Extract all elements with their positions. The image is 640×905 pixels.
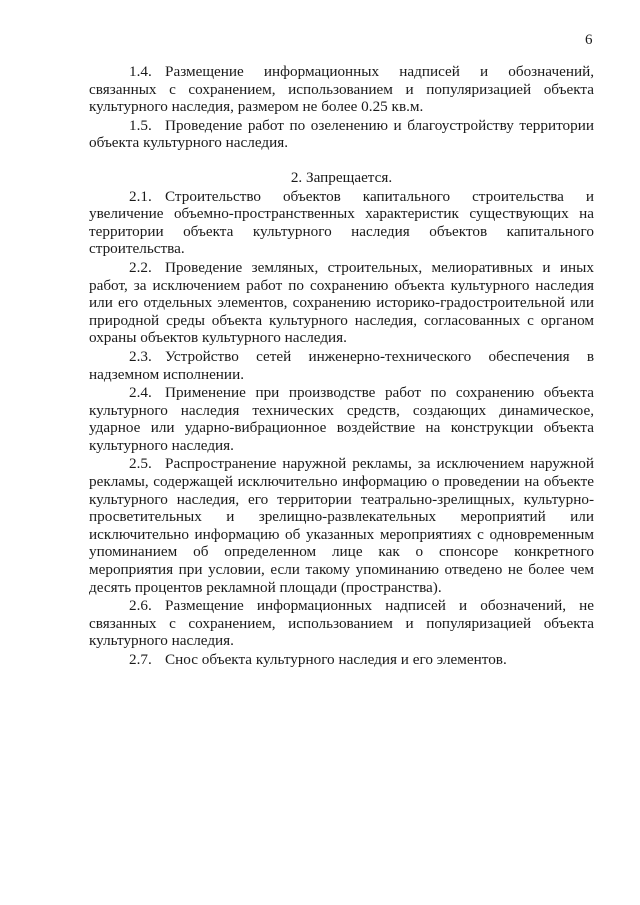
document-body: [89, 63, 594, 670]
item-number: 1.5.: [129, 116, 152, 134]
item-text: Размещение информационных надписей и обозначений, не связанных с сохранением, использованием и популяризацией объекта культурного наследия.: [89, 597, 594, 650]
item-text: Устройство сетей инженерно-технического обеспечения в надземном исполнении.: [89, 347, 594, 383]
item-number: 2.4.: [129, 384, 152, 402]
paragraph-1-4: [89, 63, 594, 116]
item-text: Распространение наружной рекламы, за исключением наружной рекламы, содержащей исключительно информацию о проведении на объекте культурного наследия, его территории театрально-зрелищных, культурно-просветительных и зрелищно-развлекательных мероприятий или исключительно информацию об указанных мероприятиях с одновременным упоминанием об определенном лице как о спонсоре конкретного мероприятия при условии, если такому упоминанию отведено не более чем десять процентов рекламной площади (пространства).: [89, 455, 594, 596]
item-number: 2.7.: [129, 651, 152, 668]
paragraph-2-5: [89, 455, 594, 596]
paragraph-2-7: [89, 651, 594, 669]
item-text: Применение при производстве работ по сохранению объекта культурного наследия технических средств, создающих динамическое, ударное или ударно-вибрационное воздействие на конструкции объекта культурного наследия.: [89, 384, 594, 454]
paragraph-2-1: [89, 188, 594, 258]
item-text: Снос объекта культурного наследия и его элементов.: [165, 651, 507, 668]
paragraph-2-3: [89, 348, 594, 383]
item-number: 1.4.: [129, 63, 152, 80]
item-number: 2.6.: [129, 597, 152, 615]
paragraph-1-5: [89, 117, 594, 152]
item-text: Проведение работ по озеленению и благоустройству территории объекта культурного наследия.: [89, 116, 594, 152]
item-number: 2.5.: [129, 455, 152, 473]
item-number: 2.2.: [129, 258, 152, 276]
item-number: 2.1.: [129, 187, 152, 205]
section-heading: 2. Запрещается.: [290, 168, 393, 186]
item-text: Строительство объектов капитального строительства и увеличение объемно-пространственных характеристик существующих на территории объекта культурного наследия объектов капитального строительства.: [89, 187, 594, 258]
page-number: 6: [585, 32, 593, 48]
paragraph-2-6: [89, 597, 594, 650]
item-text: Проведение земляных, строительных, мелиоративных и иных работ, за исключением работ по сохранению объекта культурного наследия или его отдельных элементов, сохранению историко-градостроительной или природной среды объекта культурного наследия, согласованных с органом охраны объектов культурного наследия.: [89, 258, 594, 347]
paragraph-2-2: [89, 259, 594, 347]
paragraph-2-4: [89, 384, 594, 454]
item-number: 2.3.: [129, 347, 152, 365]
item-text: Размещение информационных надписей и обозначений, связанных с сохранением, использованием и популяризацией объекта культурного наследия, размером не более 0.25 кв.м.: [89, 63, 594, 116]
